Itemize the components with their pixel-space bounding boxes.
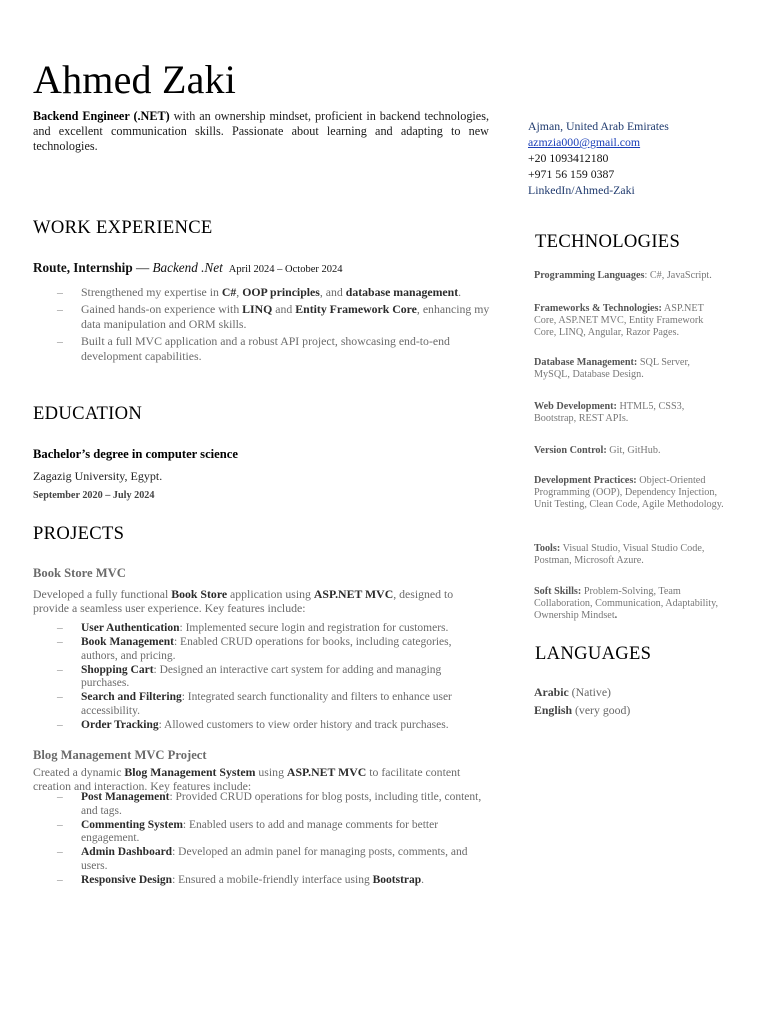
feature-text: : Implemented secure login and registration for customers. <box>179 622 449 634</box>
dash-marker: – <box>57 636 63 649</box>
tech-text: Object-Oriented Programming (OOP), Dependency Injection, Unit Testing, Clean Code, Agile Methodology. <box>534 475 724 511</box>
tech-text: ASP.NET Core, ASP.NET MVC, Entity Framework Core, LINQ, Angular, Razor Pages. <box>534 303 704 339</box>
summary-role: Backend Engineer (.NET) <box>33 109 170 123</box>
dash-marker: – <box>57 302 63 316</box>
contact-linkedin-link[interactable]: LinkedIn/Ahmed-Zaki <box>528 183 635 197</box>
dash-marker: – <box>57 846 63 859</box>
work-bullets <box>33 285 493 366</box>
dash-marker: – <box>57 285 63 299</box>
feature-label: Order Tracking <box>81 719 159 732</box>
feature-label: User Authentication <box>81 622 180 634</box>
desc-text: , designed to provide a seamless user experience. Key features include: <box>33 587 454 615</box>
education-heading: EDUCATION <box>33 403 143 424</box>
education-university: Zagazig University, Egypt. <box>33 469 163 483</box>
project-title-bookstore: Book Store MVC <box>33 566 126 580</box>
language-level: (Native) <box>568 685 611 699</box>
dash-marker: – <box>57 874 63 887</box>
work-bullet <box>33 285 493 300</box>
dash-marker: – <box>57 334 63 348</box>
feature-label: Search and Filtering <box>81 691 182 704</box>
desc-strong: ASP.NET MVC <box>313 587 394 601</box>
tech-text: : C#, JavaScript. <box>644 270 712 281</box>
tech-programming-languages <box>534 270 724 282</box>
feature-item <box>33 691 485 718</box>
tech-label: Frameworks & Technologies: <box>534 303 662 314</box>
feature-item <box>33 664 485 691</box>
work-bullet <box>33 334 493 364</box>
desc-text: Created a dynamic <box>33 765 125 779</box>
language-english <box>534 703 630 718</box>
tech-label: Database Management: <box>534 357 638 368</box>
project-desc-bookstore <box>33 587 485 615</box>
feature-text: : Designed an interactive cart system for adding and managing purchases. <box>81 663 442 690</box>
feature-text: : Provided CRUD operations for blog posts, including title, content, and tags. <box>81 791 482 817</box>
tech-tools <box>534 543 724 567</box>
language-arabic <box>534 685 611 700</box>
tech-development-practices <box>534 475 724 512</box>
feature-label: Admin Dashboard <box>81 846 173 859</box>
tech-text: SQL Server, MySQL, Database Design. <box>534 357 690 381</box>
project-title-blog: Blog Management MVC Project <box>33 748 207 762</box>
dash-marker: – <box>57 691 63 704</box>
feature-text: : Integrated search functionality and filters to enhance user accessibility. <box>81 691 452 718</box>
bullet-text: Gained hands-on experience with <box>81 302 243 316</box>
contact-phone-egypt: +20 1093412180 <box>528 151 609 165</box>
tech-label: Development Practices: <box>534 475 637 486</box>
bullet-strong: OOP principles <box>242 285 320 299</box>
desc-strong: ASP.NET MVC <box>286 765 367 779</box>
tech-frameworks <box>534 303 724 340</box>
languages-heading: LANGUAGES <box>535 643 652 664</box>
projects-heading: PROJECTS <box>33 523 125 544</box>
desc-text: to facilitate content creation and interaction. Key features include: <box>33 765 461 793</box>
feature-item <box>33 622 485 636</box>
tech-text: Problem-Solving, Team Collaboration, Communication, Adaptability, Ownership Mindset <box>534 586 719 622</box>
dash-marker: – <box>57 622 63 634</box>
bullet-strong: LINQ <box>242 302 273 316</box>
work-experience-heading: WORK EXPERIENCE <box>33 217 213 238</box>
education-dates: September 2020 – July 2024 <box>33 490 155 501</box>
tech-web-development <box>534 401 724 425</box>
desc-text: Developed a fully functional <box>33 587 172 601</box>
contact-phone-uae: +971 56 159 0387 <box>528 167 615 181</box>
tech-version-control <box>534 445 724 457</box>
tech-database <box>534 357 724 381</box>
desc-strong: Blog Management System <box>124 765 256 779</box>
bullet-text: Strengthened my expertise in <box>81 285 222 299</box>
work-bullet <box>33 302 493 332</box>
feature-label: Post Management <box>81 791 170 803</box>
feature-label: Commenting System <box>81 818 183 831</box>
bullet-text: , and <box>319 285 346 299</box>
bullet-strong: database management <box>345 285 459 299</box>
job-separator: — <box>132 260 153 275</box>
desc-text: application using <box>227 587 314 601</box>
project-desc-blog <box>33 765 485 793</box>
tech-label: Web Development: <box>534 401 617 412</box>
feature-text: . <box>421 874 425 887</box>
bullet-text: , <box>236 285 243 299</box>
job-position: Backend .Net <box>152 260 223 275</box>
tech-text: HTML5, CSS3, Bootstrap, REST APIs. <box>534 401 685 425</box>
bookstore-features <box>33 622 485 733</box>
feature-item <box>33 791 485 818</box>
bullet-text: Built a full MVC application and a robust API project, showcasing end-to-end development capabilities. <box>81 334 450 363</box>
language-level: (very good) <box>572 703 631 717</box>
job-title-line <box>33 260 342 276</box>
job-dates: April 2024 – October 2024 <box>228 264 343 275</box>
feature-label: Shopping Cart <box>81 663 154 676</box>
tech-label: Soft Skills: <box>534 586 582 597</box>
dash-marker: – <box>57 791 63 803</box>
education-degree: Bachelor’s degree in computer science <box>33 447 238 461</box>
candidate-name: Ahmed Zaki <box>33 57 237 102</box>
bullet-strong: C# <box>221 285 237 299</box>
tech-text: Visual Studio, Visual Studio Code, Postman, Microsoft Azure. <box>534 543 705 567</box>
desc-text: using <box>255 765 287 779</box>
tech-label: Version Control: <box>534 445 607 456</box>
feature-item <box>33 874 485 888</box>
feature-strong: Bootstrap <box>372 874 422 887</box>
dash-marker: – <box>57 719 63 732</box>
bullet-text: , enhancing my data manipulation and ORM skills. <box>81 302 490 331</box>
job-company: Route, Internship <box>33 260 133 275</box>
tech-text: . <box>614 610 618 622</box>
bullet-text: and <box>272 302 296 316</box>
contact-block <box>528 118 669 198</box>
feature-text: : Ensured a mobile-friendly interface using <box>172 874 373 887</box>
tech-label: Tools: <box>534 543 561 554</box>
bullet-strong: Entity Framework Core <box>295 302 417 316</box>
feature-label: Book Management <box>81 636 174 649</box>
dash-marker: – <box>57 818 63 831</box>
summary <box>33 109 489 154</box>
contact-email-link[interactable]: azmzia000@gmail.com <box>528 135 641 149</box>
feature-label: Responsive Design <box>81 874 173 887</box>
desc-strong: Book Store <box>171 587 228 601</box>
feature-text: : Enabled users to add and manage comments for better engagement. <box>81 818 439 845</box>
feature-item <box>33 846 485 873</box>
language-name: Arabic <box>534 685 569 699</box>
feature-text: : Enabled CRUD operations for books, including categories, authors, and pricing. <box>81 636 452 662</box>
language-name: English <box>534 703 573 717</box>
dash-marker: – <box>57 663 63 676</box>
contact-location: Ajman, United Arab Emirates <box>528 119 669 133</box>
summary-text: with an ownership mindset, proficient in backend technologies, and excellent communication skills. Passionate about learning and adapting to new technologies. <box>33 109 489 153</box>
feature-text: : Developed an admin panel for managing posts, comments, and users. <box>81 846 468 872</box>
feature-item <box>33 636 485 663</box>
technologies-heading: TECHNOLOGIES <box>535 231 681 252</box>
tech-text: Git, GitHub. <box>606 445 661 456</box>
feature-item <box>33 819 485 846</box>
feature-text: : Allowed customers to view order history and track purchases. <box>158 719 449 732</box>
bullet-text: . <box>458 285 462 299</box>
blog-features <box>33 791 485 888</box>
tech-label: Programming Languages <box>534 270 645 281</box>
feature-item <box>33 719 485 733</box>
tech-soft-skills <box>534 586 724 623</box>
